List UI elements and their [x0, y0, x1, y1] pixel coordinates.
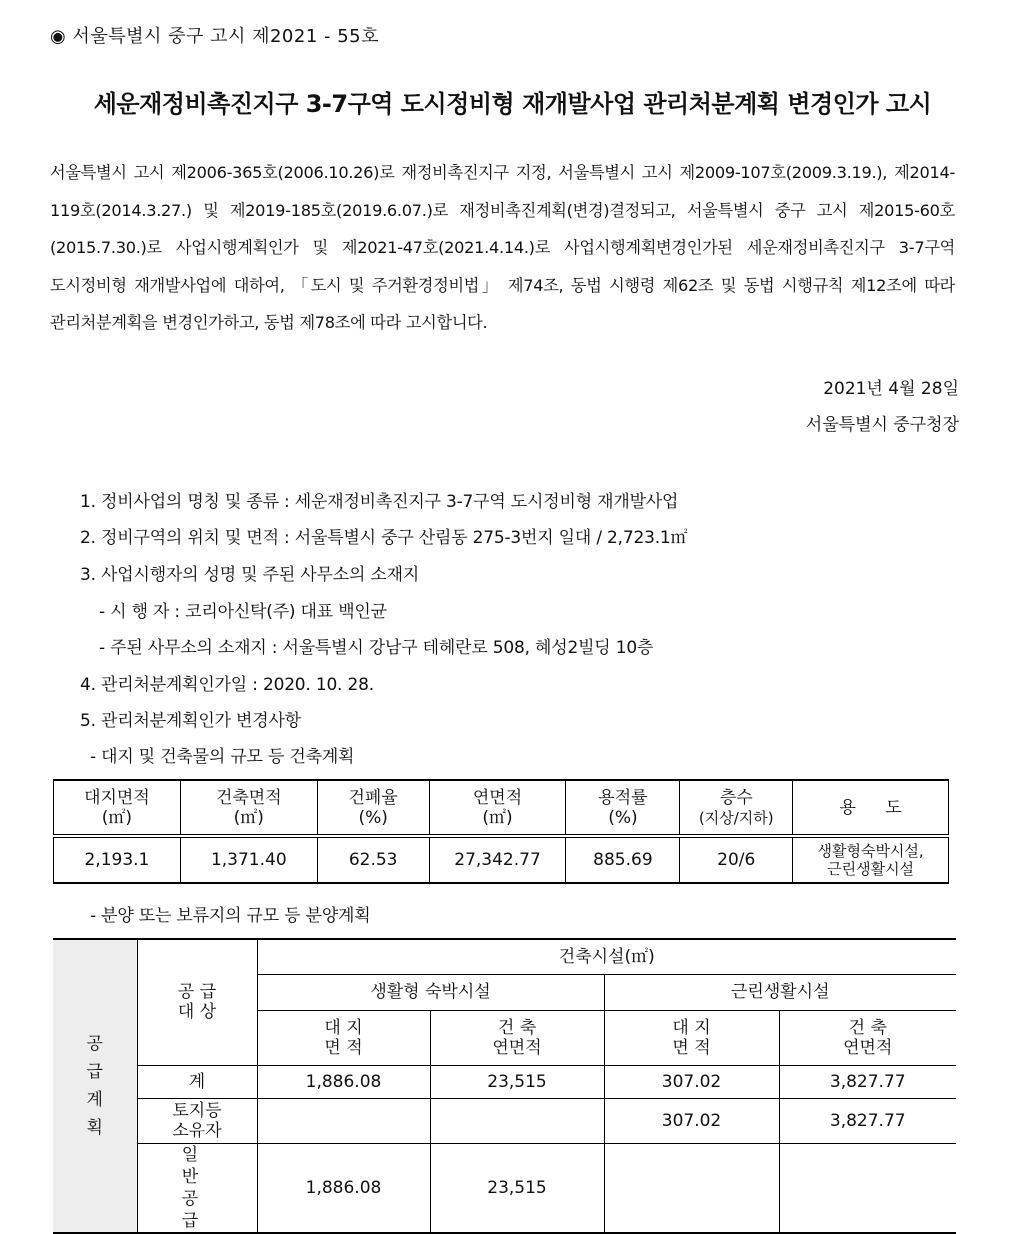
header-floor-area-2: 건 축 연면적: [779, 1010, 956, 1065]
cell-floor-area-ratio: 885.69: [566, 836, 680, 883]
cell-floor-area: 27,342.77: [429, 836, 566, 883]
header-neighborhood-facility: 근린생활시설: [604, 974, 956, 1010]
header-use: 용 도: [793, 780, 949, 836]
cell-general-c4: [779, 1143, 956, 1233]
cell-owner-c3: 307.02: [604, 1098, 779, 1143]
item-changes: 5. 관리처분계획인가 변경사항: [80, 711, 301, 731]
item-operator: - 시 행 자 : 코리아신탁(주) 대표 백인균: [99, 602, 387, 622]
header-floor-area-ratio: 용적률 (%): [566, 780, 680, 836]
row-label-total: 계: [137, 1065, 257, 1098]
cell-site-area: 2,193.1: [54, 836, 181, 883]
item-office-address: - 주된 사무소의 소재지 : 서울특별시 강남구 테헤란로 508, 혜성2빌딩 10층: [99, 638, 654, 658]
cell-total-c1: 1,886.08: [257, 1065, 430, 1098]
header-site-area: 대지면적 (㎡): [54, 780, 181, 836]
notice-number: ◉ 서울특별시 중구 고시 제2021 - 55호: [50, 26, 380, 47]
cell-owner-c1: [257, 1098, 430, 1143]
cell-general-c2: 23,515: [430, 1143, 604, 1233]
header-building-facilities: 건축시설(㎡): [257, 939, 956, 974]
subheading-sale-plan: - 분양 또는 보류지의 규모 등 분양계획: [90, 906, 371, 926]
header-land-area-1: 대 지 면 적: [257, 1010, 430, 1065]
cell-building-area: 1,371.40: [180, 836, 317, 883]
notice-date: 2021년 4월 28일: [823, 379, 959, 399]
cell-total-c3: 307.02: [604, 1065, 779, 1098]
notice-issuer: 서울특별시 중구청장: [805, 415, 959, 435]
cell-general-c3: [604, 1143, 779, 1233]
header-land-area-2: 대 지 면 적: [604, 1010, 779, 1065]
subheading-building-plan: - 대지 및 건축물의 규모 등 건축계획: [90, 747, 355, 767]
item-approval-date: 4. 관리처분계획인가일 : 2020. 10. 28.: [80, 675, 374, 695]
header-supply-target: 공 급 대 상: [137, 939, 257, 1065]
building-plan-table: [53, 779, 949, 884]
row-label-owner: 토지등 소유자: [137, 1098, 257, 1143]
cell-total-c4: 3,827.77: [779, 1065, 956, 1098]
cell-general-c1: 1,886.08: [257, 1143, 430, 1233]
cell-total-c2: 23,515: [430, 1065, 604, 1098]
notice-paragraph: 서울특별시 고시 제2006-365호(2006.10.26)로 재정비촉진지구 지정, 서울특별시 고시 제2009-107호(2009.3.19.), 제2014-119호(2014.3.27.) 및 제2019-185호(2019.6.07.)로 재정비촉진계획(변경)결정되고, 서울특별시 중구 고시 제2015-60호(2015.7.30.)로 사업시행계획인가 및 제2021-47호(2021.4.14.)로 사업시행계획변경인가된 세운재정비촉진지구 3-7구역 도시정비형 재개발사업에 대하여, 「도시 및 주거환경정비법」 제74조, 동법 시행령 제62조 및 동법 시행규칙 제12조에 따라 관리처분계획을 변경인가하고, 동법 제78조에 따라 고시합니다.: [50, 163, 955, 332]
item-operator-header: 3. 사업시행자의 성명 및 주된 사무소의 소재지: [80, 565, 420, 585]
sale-plan-table: [53, 938, 956, 1234]
cell-use: 생활형숙박시설, 근린생활시설: [793, 836, 949, 883]
header-floors: 층수 (지상/지하): [680, 780, 793, 836]
cell-owner-c4: 3,827.77: [779, 1098, 956, 1143]
side-label-supply-plan: 공급계획: [53, 939, 137, 1233]
cell-floors: 20/6: [680, 836, 793, 883]
item-project-name: 1. 정비사업의 명칭 및 종류 : 세운재정비촉진지구 3-7구역 도시정비형 재개발사업: [80, 492, 679, 512]
header-coverage-ratio: 건폐율 (%): [317, 780, 429, 836]
header-floor-area: 연면적 (㎡): [429, 780, 566, 836]
item-location: 2. 정비구역의 위치 및 면적 : 서울특별시 중구 산림동 275-3번지 일대 / 2,723.1㎡: [80, 528, 688, 548]
header-building-area: 건축면적 (㎡): [180, 780, 317, 836]
header-residence-hotel: 생활형 숙박시설: [257, 974, 604, 1010]
cell-coverage-ratio: 62.53: [317, 836, 429, 883]
cell-owner-c2: [430, 1098, 604, 1143]
page-title: 세운재정비촉진지구 3-7구역 도시정비형 재개발사업 관리처분계획 변경인가 고시: [93, 90, 932, 118]
row-label-general: 일반공급: [137, 1143, 257, 1233]
header-floor-area-1: 건 축 연면적: [430, 1010, 604, 1065]
